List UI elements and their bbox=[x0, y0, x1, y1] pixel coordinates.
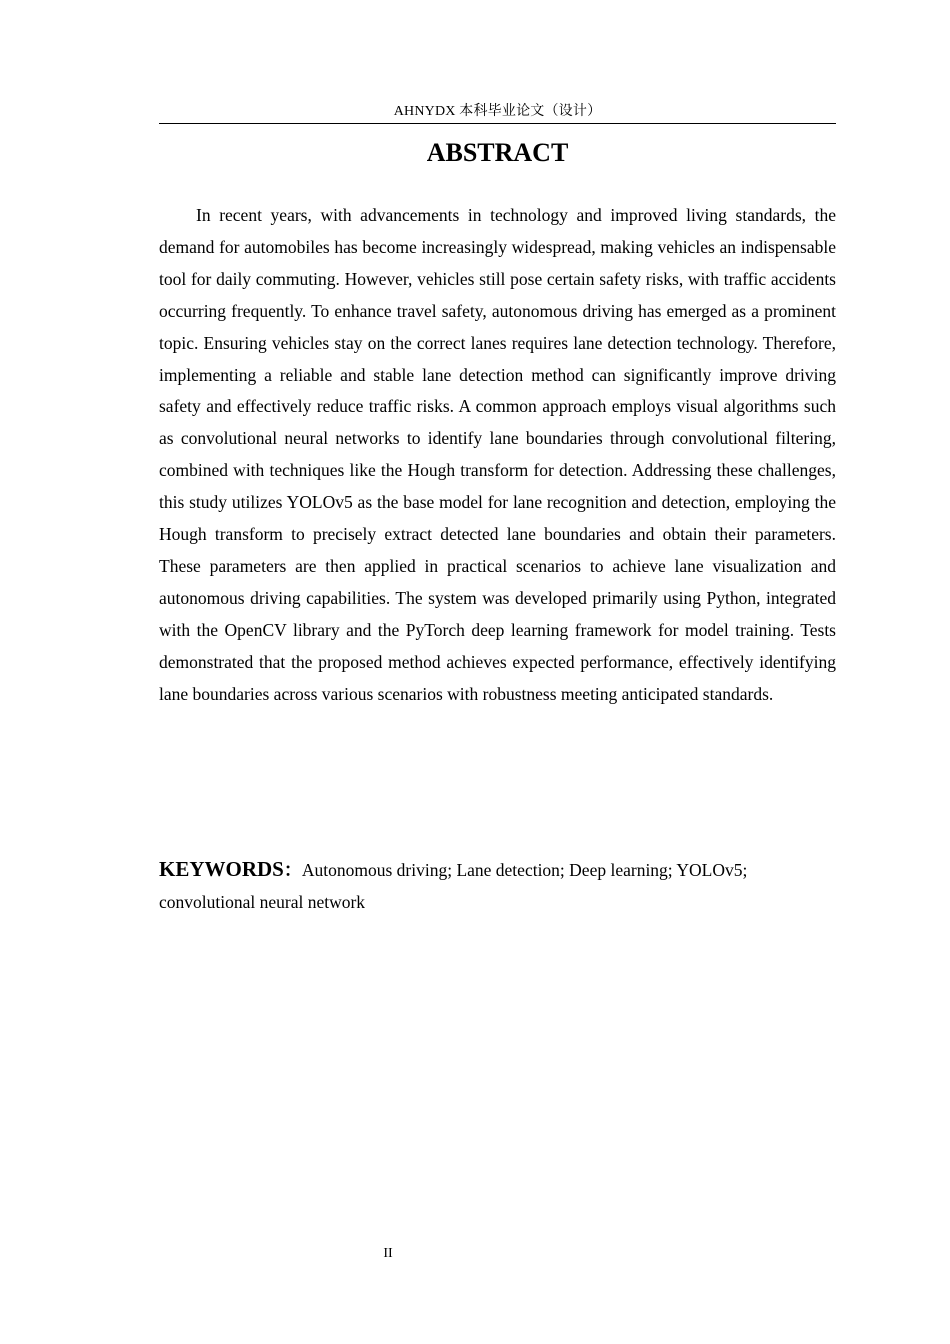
abstract-title: ABSTRACT bbox=[426, 138, 569, 167]
keywords-separator: ： bbox=[283, 860, 302, 880]
page-number: II bbox=[383, 1246, 393, 1261]
keywords-text: Autonomous driving; Lane detection; Deep learning; YOLOv5; convolutional neural network bbox=[159, 860, 748, 912]
header-rule bbox=[159, 123, 836, 124]
running-header: AHNYDX 本科毕业论文（设计） bbox=[393, 104, 602, 119]
keywords-label: KEYWORDS bbox=[159, 857, 284, 881]
keywords-paragraph bbox=[159, 854, 836, 918]
abstract-body: In recent years, with advancements in technology and improved living standards, the demand for automobiles has become increasingly widespread, making vehicles an indispensable tool for daily commuting. However, vehicles still pose certain safety risks, with traffic accidents occurring frequently. To enhance travel safety, autonomous driving has emerged as a prominent topic. Ensuring vehicles stay on the correct lanes requires lane detection technology. Therefore, implementing a reliable and stable lane detection method can significantly improve driving safety and effectively reduce traffic risks. A common approach employs visual algorithms such as convolutional neural networks to identify lane boundaries through convolutional filtering, combined with techniques like the Hough transform for detection. Addressing these challenges, this study utilizes YOLOv5 as the base model for lane recognition and detection, employing the Hough transform to precisely extract detected lane boundaries and obtain their parameters. These parameters are then applied in practical scenarios to achieve lane visualization and autonomous driving capabilities. The system was developed primarily using Python, integrated with the OpenCV library and the PyTorch deep learning framework for model training. Tests demonstrated that the proposed method achieves expected performance, effectively identifying lane boundaries across various scenarios with robustness meeting anticipated standards. bbox=[159, 205, 836, 704]
